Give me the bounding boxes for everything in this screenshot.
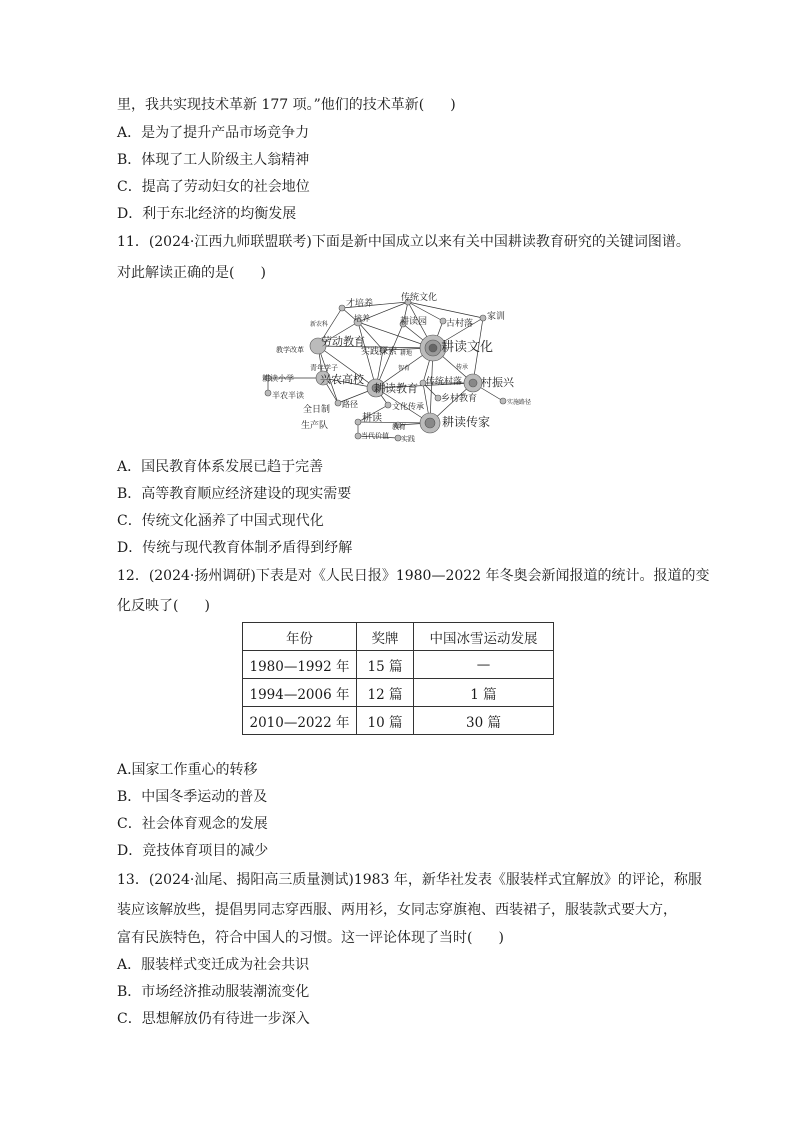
label-shishilujing: 实施路径 <box>507 399 532 406</box>
label-chuantongcunluo: 传统村落 <box>426 377 463 387</box>
table-header: 年份 <box>243 623 357 651</box>
label-gengduchuanjia: 耕读传家 <box>442 415 491 429</box>
label-chuantongwenhua: 传统文化 <box>401 293 438 303</box>
table-cell: 30 篇 <box>414 707 554 735</box>
label-laodongjiaoyu: 劳动教育 <box>321 335 365 348</box>
q10-option-a[interactable]: A．是为了提升产品市场竞争力 <box>117 125 310 141</box>
label-gengdujiaoyu: 耕读教育 <box>374 382 418 395</box>
graph-labels <box>262 291 531 443</box>
label-gengduwenhua: 耕读文化 <box>441 340 494 355</box>
table-cell: 1 篇 <box>414 679 554 707</box>
label-gengduxiaoxue: 耕读小学 <box>262 374 294 383</box>
label-cunzhenxing: 村振兴 <box>481 376 514 389</box>
q11-stem-line2: 对此解读正确的是( ) <box>117 265 266 281</box>
label-gengdu: 耕读 <box>362 413 382 424</box>
label-xiangcunjiaoyu: 乡村教育 <box>441 394 478 404</box>
label-lulun: 路径 <box>342 400 358 409</box>
keyword-graph <box>258 288 548 448</box>
label-chuancheng: 传承 <box>456 364 469 371</box>
label-gengduyuan: 耕读园 <box>400 317 428 327</box>
label-wenhuachuancheng: 文化传承 <box>392 402 424 411</box>
label-qingnianzhongzi: 青年学子 <box>310 364 338 372</box>
label-quanrizhi: 全日制 <box>303 405 331 415</box>
q10-option-c[interactable]: C．提高了劳动妇女的社会地位 <box>117 179 310 195</box>
label-zhihui: 智育 <box>398 365 411 372</box>
label-jiaoyu: 教育 <box>392 423 406 431</box>
label-xinnongke: 新农科 <box>310 321 329 328</box>
label-xingnonggaoxiao: 兴农高校 <box>320 373 364 386</box>
q13-option-b[interactable]: B．市场经济推动服装潮流变化 <box>117 984 310 1000</box>
q11-option-a[interactable]: A．国民教育体系发展已趋于完善 <box>117 459 324 475</box>
table-row <box>243 707 554 735</box>
table-cell: 12 篇 <box>357 679 414 707</box>
q10-option-d[interactable]: D．利于东北经济的均衡发展 <box>117 206 297 222</box>
label-shengchandui: 生产队 <box>301 421 329 431</box>
table-row <box>243 679 554 707</box>
label-dangdaijiazhi: 当代价值 <box>361 432 389 440</box>
q11-option-b[interactable]: B．高等教育顺应经济建设的现实需要 <box>117 486 352 502</box>
q12-stem-line2: 化反映了( ) <box>117 598 210 614</box>
label-gushixiao: 古村落 <box>446 319 474 329</box>
table-cell: 2010—2022 年 <box>243 707 357 735</box>
q13-stem-line1: 13．(2024·汕尾、揭阳高三质量测试)1983 年，新华社发表《服装样式宜解放》的评论，称服 <box>117 872 702 888</box>
table-cell: 1980—1992 年 <box>243 651 357 679</box>
label-caipeiyang: 才培养 <box>346 299 374 309</box>
q13-option-a[interactable]: A．服装样式变迁成为社会共识 <box>117 957 310 973</box>
q12-stem-line1: 12．(2024·扬州调研)下表是对《人民日报》1980—2022 年冬奥会新闻报道的统计。报道的变 <box>117 568 710 584</box>
table-header: 中国冰雪运动发展 <box>414 623 554 651</box>
q10-stem: 里，我共实现技术革新 177 项。”他们的技术革新( ) <box>117 97 456 113</box>
q13-stem-line3: 富有民族特色，符合中国人的习惯。这一评论体现了当时( ) <box>117 930 504 946</box>
q13-option-c[interactable]: C．思想解放仍有待进一步深入 <box>117 1011 310 1027</box>
q10-option-b[interactable]: B．体现了工人阶级主人翁精神 <box>117 152 310 168</box>
q12-option-b[interactable]: B．中国冬季运动的普及 <box>117 789 268 805</box>
label-shijian: 实践 <box>401 435 415 443</box>
label-banongbandu: 半农半读 <box>272 391 304 400</box>
q12-option-d[interactable]: D．竞技体育项目的减少 <box>117 843 269 859</box>
label-gengtu: 耕地 <box>400 350 413 357</box>
q12-option-c[interactable]: C．社会体育观念的发展 <box>117 816 268 832</box>
label-jiaoyugaige: 教学改革 <box>276 346 304 354</box>
stats-table <box>242 622 554 735</box>
table-cell: — <box>414 651 554 679</box>
table-header-row <box>243 623 554 651</box>
q11-option-d[interactable]: D．传统与现代教育体制矛盾得到纾解 <box>117 540 353 556</box>
table-header: 奖牌 <box>357 623 414 651</box>
table-cell: 1994—2006 年 <box>243 679 357 707</box>
table-cell: 15 篇 <box>357 651 414 679</box>
q11-option-c[interactable]: C．传统文化涵养了中国式现代化 <box>117 513 324 529</box>
q13-stem-line2: 装应该解放些，提倡男同志穿西服、两用衫，女同志穿旗袍、西装裙子，服装款式要大方， <box>117 902 677 918</box>
label-jiaxun: 家训 <box>487 312 506 322</box>
table-row <box>243 651 554 679</box>
table-cell: 10 篇 <box>357 707 414 735</box>
q12-option-a[interactable]: A.国家工作重心的转移 <box>117 762 258 778</box>
q11-stem-line1: 11．(2024·江西九师联盟联考)下面是新中国成立以来有关中国耕读教育研究的关键词图谱。 <box>117 234 690 250</box>
label-shijiantansuo: 实践探索 <box>361 347 398 357</box>
label-peiyang: 培养 <box>354 314 370 323</box>
